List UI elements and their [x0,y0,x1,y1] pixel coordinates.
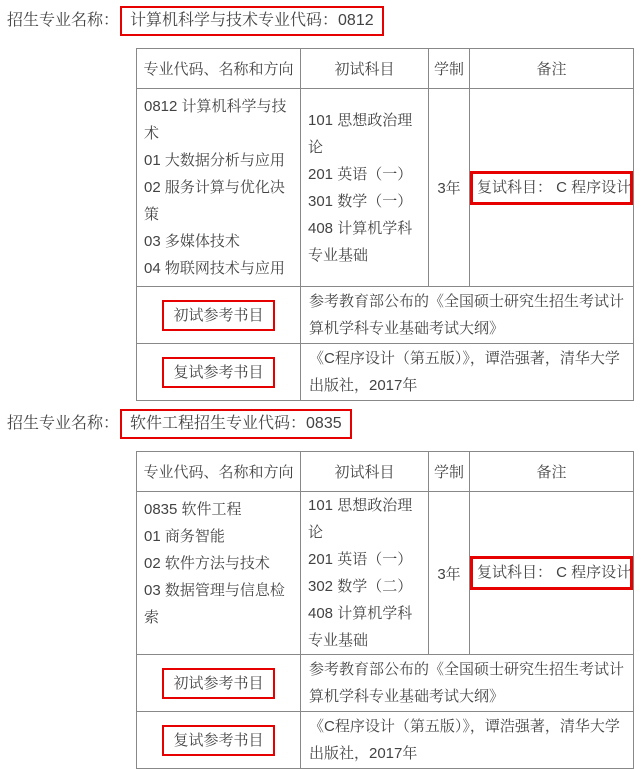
remark-cell [470,89,634,287]
retest-reference-row [137,712,634,769]
program-line: 0835 软件工程 [144,501,242,519]
duration-cell: 3年 [429,492,470,655]
program-line: 01 大数据分析与应用 [144,152,285,170]
retest-reference-label-cell [137,712,301,769]
initial-reference-box: 初试参考书目 [162,300,274,331]
program-title-line [7,6,641,36]
exam-line: 301 数学（一） [308,192,413,210]
retest-reference-label-cell [137,344,301,401]
retest-reference-row [137,344,634,401]
table-header-row [137,49,634,89]
table-main-row [137,492,634,655]
exam-line: 408 计算机学科专业基础 [308,219,413,264]
program-line: 02 软件方法与技术 [144,555,270,573]
exam-line: 201 英语（一） [308,165,413,183]
initial-reference-label-cell [137,287,301,344]
program-directions-cell [137,492,301,655]
retest-reference-box: 复试参考书目 [162,725,274,756]
initial-reference-box: 初试参考书目 [162,668,274,699]
exam-line: 101 思想政治理论 [308,497,413,542]
table-header-row [137,452,634,492]
col-header-remark: 备注 [470,49,634,89]
program-line: 03 数据管理与信息检索 [144,582,285,627]
retest-subject-box: 复试科目： C 程序设计 [470,171,633,205]
program-directions-cell [137,89,301,287]
duration-cell: 3年 [429,89,470,287]
retest-reference-content: 《C程序设计（第五版）》，谭浩强著，清华大学出版社，2017年 [301,712,634,769]
col-header-exams: 初试科目 [301,49,429,89]
col-header-program: 专业代码、名称和方向 [137,452,301,492]
retest-reference-box: 复试参考书目 [162,357,274,388]
remark-cell [470,492,634,655]
exam-line: 302 数学（二） [308,578,413,596]
col-header-duration: 学制 [429,452,470,492]
program-line: 04 物联网技术与应用 [144,260,285,278]
program-name-label: 招生专业名称： [7,12,120,29]
program-title-box: 软件工程招生专业代码：0835 [120,409,352,439]
initial-reference-content: 参考教育部公布的《全国硕士研究生招生考试计算机学科专业基础考试大纲》 [301,287,634,344]
admission-table-0812 [136,48,634,401]
admission-table-0835 [136,451,634,769]
table-main-row [137,89,634,287]
initial-reference-row [137,287,634,344]
col-header-program: 专业代码、名称和方向 [137,49,301,89]
exam-line: 408 计算机学科专业基础 [308,605,413,650]
program-line: 01 商务智能 [144,528,225,546]
col-header-remark: 备注 [470,452,634,492]
program-line: 02 服务计算与优化决策 [144,179,285,224]
initial-reference-row [137,655,634,712]
col-header-exams: 初试科目 [301,452,429,492]
retest-subject-box: 复试科目： C 程序设计 [470,556,633,590]
retest-reference-content: 《C程序设计（第五版）》，谭浩强著，清华大学出版社，2017年 [301,344,634,401]
exam-subjects-cell [301,492,429,655]
exam-subjects-cell [301,89,429,287]
exam-line: 101 思想政治理论 [308,111,413,156]
program-section-0812 [0,6,641,401]
col-header-duration: 学制 [429,49,470,89]
initial-reference-label-cell [137,655,301,712]
initial-reference-content: 参考教育部公布的《全国硕士研究生招生考试计算机学科专业基础考试大纲》 [301,655,634,712]
program-section-0835 [0,409,641,769]
program-line: 0812 计算机科学与技术 [144,98,287,143]
exam-line: 201 英语（一） [308,551,413,569]
program-name-label: 招生专业名称： [7,415,120,433]
program-title-line [7,409,641,439]
program-line: 03 多媒体技术 [144,233,240,251]
program-title-box: 计算机科学与技术专业代码：0812 [120,6,384,36]
